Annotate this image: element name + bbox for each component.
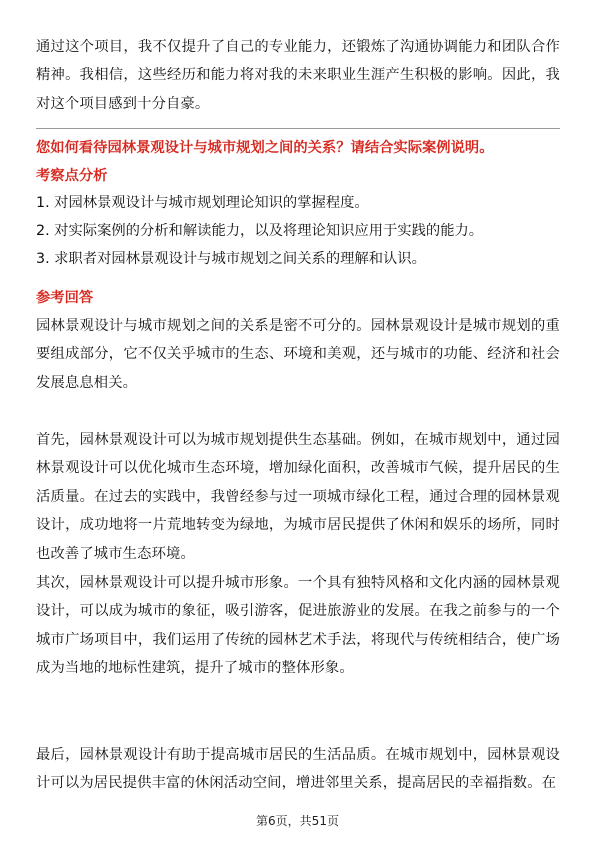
answer-paragraph: 园林景观设计与城市规划之间的关系是密不可分的。园林景观设计是城市规划的重要组成部分，它不仅关乎城市的生态、环境和美观，还与城市的功能、经济和社会发展息息相关。 bbox=[36, 318, 560, 391]
answer-paragraph: 其次，园林景观设计可以提升城市形象。一个具有独特风格和文化内涵的园林景观设计，可以成为城市的象征，吸引游客，促进旅游业的发展。在我之前参与的一个城市广场项目中，我们运用了传统的园林艺术手法，将现代与传统相结合，使广场成为当地的地标性建筑，提升了城市的整体形象。 bbox=[36, 575, 560, 677]
analysis-heading: 考察点分析 bbox=[36, 168, 108, 184]
list-item: 1. 对园林景观设计与城市规划理论知识的掌握程度。 bbox=[36, 195, 369, 211]
answer-heading: 参考回答 bbox=[36, 290, 94, 306]
section-divider bbox=[36, 128, 560, 129]
intro-paragraph: 通过这个项目，我不仅提升了自己的专业能力，还锻炼了沟通协调能力和团队合作精神。我相信，这些经历和能力将对我的未来职业生涯产生积极的影响。因此，我对这个项目感到十分自豪。 bbox=[36, 39, 560, 112]
list-item: 3. 求职者对园林景观设计与城市规划之间关系的理解和认识。 bbox=[36, 251, 426, 268]
question-heading: 您如何看待园林景观设计与城市规划之间的关系？请结合实际案例说明。 bbox=[36, 140, 494, 156]
page-number-footer: 第6页，共51页 bbox=[256, 814, 339, 828]
answer-paragraph: 最后，园林景观设计有助于提高城市居民的生活品质。在城市规划中，园林景观设计可以为居民提供丰富的休闲活动空间，增进邻里关系，提高居民的幸福指数。在 bbox=[36, 747, 560, 792]
analysis-list bbox=[36, 189, 560, 274]
answer-paragraph: 首先，园林景观设计可以为城市规划提供生态基础。例如，在城市规划中，通过园林景观设计可以优化城市生态环境，增加绿化面积，改善城市气候，提升居民的生活质量。在过去的实践中，我曾经参与过一项城市绿化工程，通过合理的园林景观设计，成功地将一片荒地转变为绿地，为城市居民提供了休闲和娱乐的场所，同时也改善了城市生态环境。 bbox=[36, 432, 560, 562]
list-item: 2. 对实际案例的分析和解读能力，以及将理论知识应用于实践的能力。 bbox=[36, 223, 484, 240]
